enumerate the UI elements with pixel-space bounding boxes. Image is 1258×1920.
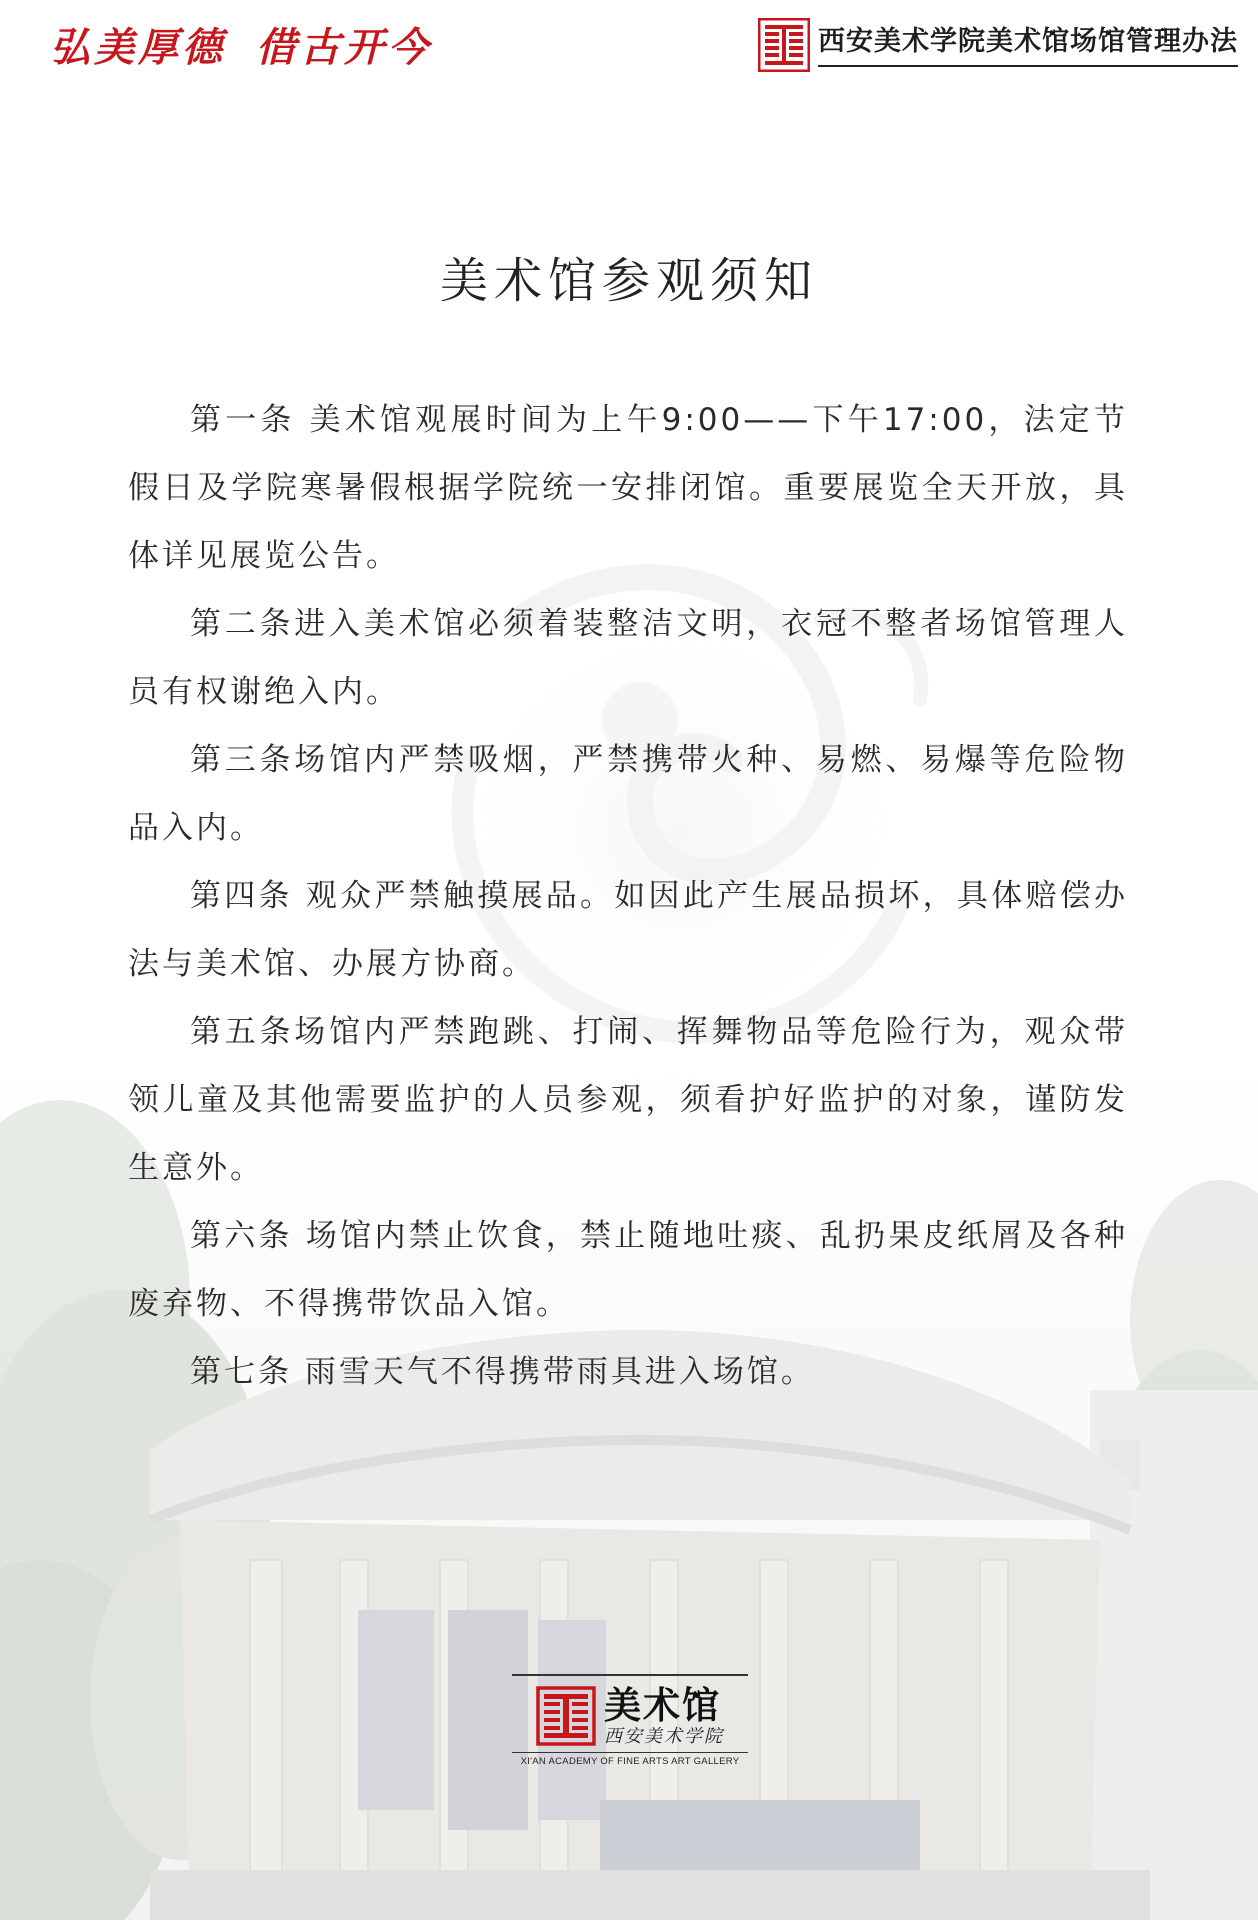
logo-bottom-rule <box>512 1752 748 1753</box>
slogan-right: 借古开今 <box>256 24 432 71</box>
header-title: 西安美术学院美术馆场馆管理办法 <box>818 26 1238 57</box>
logo-english-name: XI'AN ACADEMY OF FINE ARTS ART GALLERY <box>520 1756 740 1767</box>
header-slogan <box>50 20 432 76</box>
logo-row <box>512 1684 748 1748</box>
header-underline <box>818 65 1238 67</box>
slogan-left: 弘美厚德 <box>50 24 226 71</box>
header-title-wrap <box>818 23 1238 67</box>
gallery-logo-icon <box>536 1686 596 1746</box>
gallery-logo <box>512 1674 748 1767</box>
logo-top-rule <box>512 1674 748 1676</box>
article-list <box>128 386 1128 1406</box>
logo-text <box>604 1684 724 1748</box>
article-4: 第四条 观众严禁触摸展品。如因此产生展品损坏，具体赔偿办法与美术馆、办展方协商。 <box>128 878 1128 982</box>
logo-subtitle: 西安美术学院 <box>604 1726 724 1747</box>
article-3: 第三条场馆内严禁吸烟，严禁携带火种、易燃、易爆等危险物品入内。 <box>128 742 1128 846</box>
article-6: 第六条 场馆内禁止饮食，禁止随地吐痰、乱扔果皮纸屑及各种废弃物、不得携带饮品入馆。 <box>128 1218 1128 1322</box>
article-2: 第二条进入美术馆必须着装整洁文明，衣冠不整者场馆管理人员有权谢绝入内。 <box>128 606 1128 710</box>
article-5: 第五条场馆内严禁跑跳、打闹、挥舞物品等危险行为，观众带领儿童及其他需要监护的人员参观，须看护好监护的对象，谨防发生意外。 <box>128 1014 1128 1186</box>
header-title-block <box>758 18 1238 72</box>
article-7: 第七条 雨雪天气不得携带雨具进入场馆。 <box>190 1354 815 1390</box>
article-1: 第一条 美术馆观展时间为上午9:00——下午17:00，法定节假日及学院寒暑假根据学院统一安排闭馆。重要展览全天开放，具体详见展览公告。 <box>128 402 1128 574</box>
document-title: 美术馆参观须知 <box>439 253 818 309</box>
logo-name: 美术馆 <box>604 1683 721 1727</box>
academy-emblem-icon <box>758 18 810 72</box>
